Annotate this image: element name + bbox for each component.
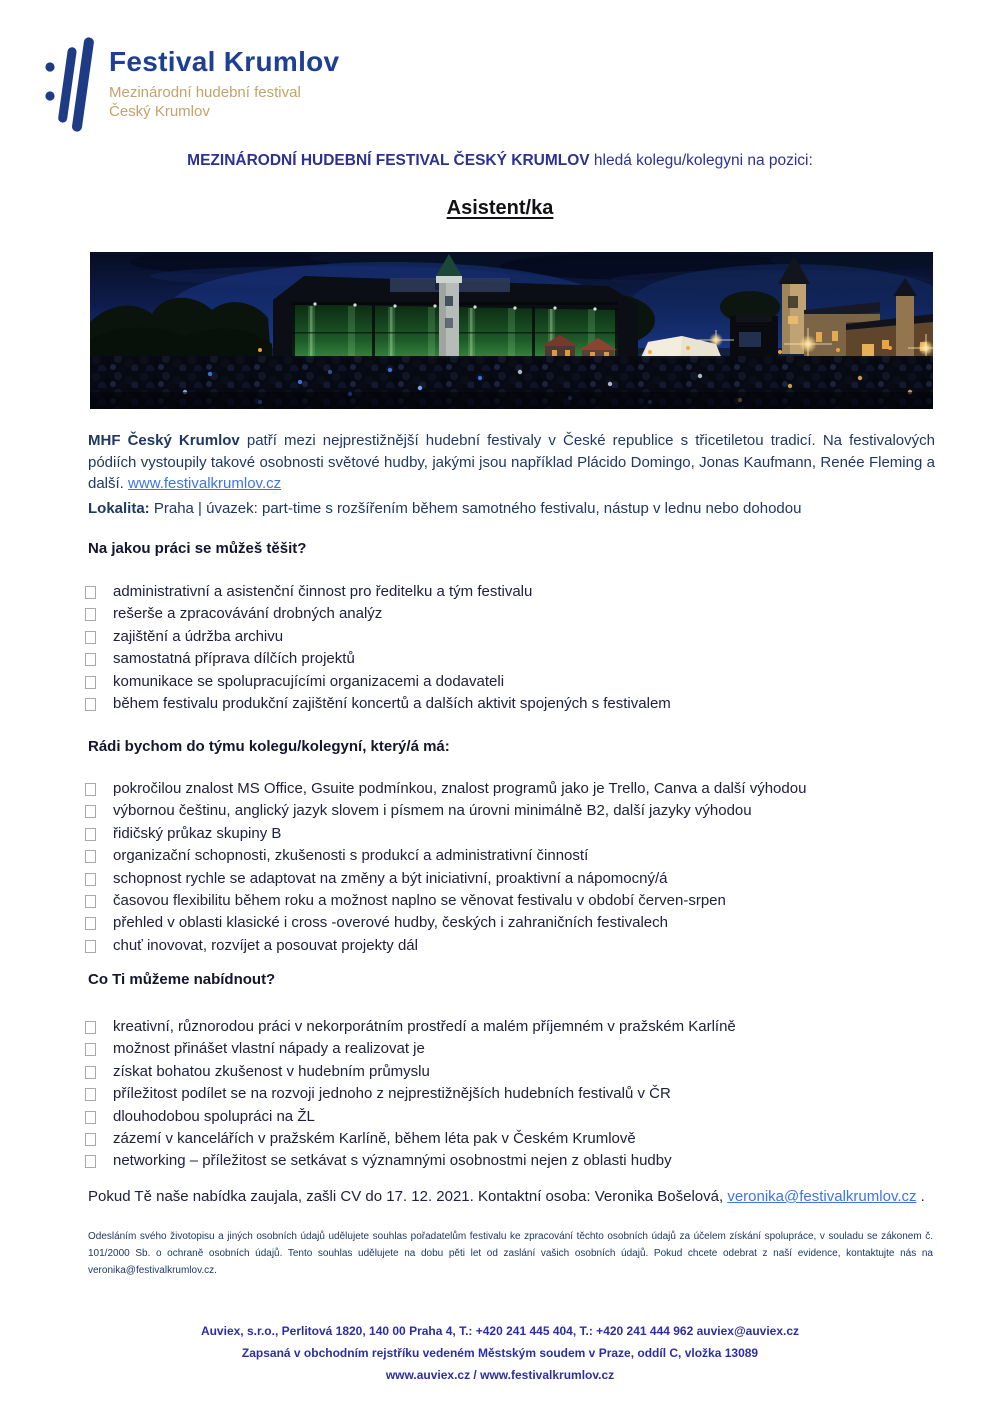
checkbox-bullet-icon [85, 631, 96, 644]
bullet-text: dlouhodobou spolupráci na ŽL [113, 1107, 315, 1125]
intro-text: patří mezi nejprestižnější hudební festivaly v České republice s třicetiletou tradicí. Na festivalových pódiích vystoupily takové osobnosti světové hudby, jakými jsou například Plácido Domingo, Jonas Kaufmann, Renée Fleming a další. [88, 432, 935, 492]
bullet-text: zázemí v kancelářích v pražském Karlíně, během léta pak v Českém Krumlově [113, 1130, 636, 1148]
bullet-text: příležitost podílet se na rozvoji jednoho z nejprestižnějších hudebních festivalů v ČR [113, 1085, 671, 1103]
festival-concert-photo [90, 252, 933, 409]
bullet-text: schopnost rychle se adaptovat na změny a být iniciativní, proaktivní a nápomocný/á [113, 869, 668, 887]
checkbox-bullet-icon [85, 1021, 96, 1034]
list-item [85, 890, 935, 912]
checkbox-bullet-icon [85, 698, 96, 711]
section-heading-offer: Co Ti můžeme nabídnout? [88, 971, 276, 988]
checkbox-bullet-icon [85, 917, 96, 930]
bullet-text: výbornou češtinu, anglický jazyk slovem i písmem na úrovni minimálně B2, další jazyky výhodou [113, 802, 752, 820]
list-item [85, 868, 935, 890]
list-item [85, 1128, 935, 1150]
bullet-text: chuť inovovat, rozvíjet a posouvat projekty dál [113, 936, 418, 954]
logo-text [109, 34, 339, 121]
list-item [85, 648, 935, 670]
list-item [85, 671, 935, 693]
checkbox-bullet-icon [85, 1066, 96, 1079]
contact-text: Pokud Tě naše nabídka zaujala, zašli CV do 17. 12. 2021. Kontaktní osoba: Veronika Bošelová, [88, 1188, 728, 1205]
bullet-text: časovou flexibilitu během roku a možnost naplno se věnovat festivalu v období červen-srpen [113, 892, 726, 910]
list-item [85, 1106, 935, 1128]
list-item [85, 626, 935, 648]
bullet-text: administrativní a asistenční činnost pro ředitelku a tým festivalu [113, 583, 533, 600]
checkbox-bullet-icon [85, 1043, 96, 1056]
contact-line [88, 1186, 935, 1208]
tasks-list [85, 581, 935, 715]
checkbox-bullet-icon [85, 608, 96, 621]
checkbox-bullet-icon [85, 895, 96, 908]
position-title: Asistent/ka [446, 197, 554, 219]
bullet-text: organizační schopnosti, zkušenosti s produkcí a administrativní činností [113, 847, 589, 865]
footer [0, 1320, 1000, 1386]
list-item [85, 778, 935, 800]
checkbox-bullet-icon [85, 850, 96, 863]
footer-company-line: Auviex, s.r.o., Perlitová 1820, 140 00 Praha 4, T.: +420 241 445 404, T.: +420 241 444 962 auviex@auviex.cz [200, 1324, 800, 1338]
checkbox-bullet-icon [85, 586, 96, 599]
checkbox-bullet-icon [85, 1133, 96, 1146]
list-item [85, 1083, 935, 1105]
bullet-text: možnost přinášet vlastní nápady a realizovat je [113, 1040, 425, 1058]
location-text: Praha | úvazek: part-time s rozšířením během samotného festivalu, nástup v lednu nebo dohodou [149, 500, 802, 517]
section-heading-tasks: Na jakou práci se můžeš těšit? [88, 540, 307, 557]
bullet-text: získat bohatou zkušenost v hudebním průmyslu [113, 1062, 430, 1080]
header-line [0, 152, 1000, 170]
intro-bold: MHF Český Krumlov [88, 432, 240, 449]
bullet-text: komunikace se spolupracujícími organizacemi a dodavateli [113, 672, 505, 690]
checkbox-bullet-icon [85, 676, 96, 689]
bullet-text: pokročilou znalost MS Office, Gsuite podmínkou, znalost programů jako je Trello, Canva a další výhodou [113, 780, 807, 797]
checkbox-bullet-icon [85, 1155, 96, 1168]
requirements-list [85, 778, 935, 957]
section-heading-requirements: Rádi bychom do týmu kolegu/kolegyní, který/á má: [88, 738, 450, 755]
bullet-text: zajištění a údržba archivu [113, 627, 284, 645]
checkbox-bullet-icon [85, 805, 96, 818]
checkbox-bullet-icon [85, 1111, 96, 1124]
list-item [85, 603, 935, 625]
bullet-text: samostatná příprava dílčích projektů [113, 650, 355, 668]
checkbox-bullet-icon [85, 783, 96, 796]
list-item [85, 1016, 935, 1038]
logo-title: Festival Krumlov [109, 46, 340, 77]
list-item [85, 800, 935, 822]
list-item [85, 823, 935, 845]
list-item [85, 581, 935, 603]
list-item [85, 1038, 935, 1060]
checkbox-bullet-icon [85, 940, 96, 953]
bullet-text: řidičský průkaz skupiny B [113, 824, 282, 842]
list-item [85, 1061, 935, 1083]
bullet-text: přehled v oblasti klasické i cross -overové hudby, českých i zahraničních festivalech [113, 914, 668, 932]
list-item [85, 845, 935, 867]
contact-email-link[interactable]: veronika@festivalkrumlov.cz [727, 1188, 917, 1205]
bullet-text: během festivalu produkční zajištění koncertů a dalších aktivit spojených s festivalem [113, 695, 671, 713]
location-line [88, 498, 935, 520]
checkbox-bullet-icon [85, 873, 96, 886]
bullet-text: networking – příležitost se setkávat s významnými osobnostmi nejen z oblasti hudby [113, 1152, 672, 1170]
list-item [85, 935, 935, 957]
location-label: Lokalita: [88, 500, 150, 517]
footer-websites-line: www.auviex.cz / www.festivalkrumlov.cz [385, 1368, 615, 1382]
footer-registry-line: Zapsaná v obchodním rejstříku vedeném Městským soudem v Praze, oddíl C, vložka 13089 [241, 1346, 759, 1360]
bullet-text: kreativní, různorodou práci v nekorporátním prostředí a malém příjemném v pražském Karlíně [113, 1018, 736, 1035]
list-item [85, 912, 935, 934]
header-rest: hledá kolegu/kolegyni na pozici: [589, 152, 813, 169]
list-item [85, 1150, 935, 1172]
logo-mark-icon [44, 34, 96, 136]
bullet-text: rešerše a zpracovávání drobných analýz [113, 605, 383, 623]
gdpr-disclaimer: Odesláním svého životopisu a jiných osobních údajů udělujete souhlas pořadatelům festivalu ke zpracování těchto osobních údajů za účelem získání spolupráce, v souladu se zákonem č. 101/2000 Sb. o ochraně osobních údajů. Tento souhlas udělujete na dobu pěti let od zaslání vašich osobních údajů. Pokud chcete odebrat z naší evidence, kontaktujte nás na veronika@festivalkrumlov.cz. [88, 1231, 933, 1276]
logo-subtitle: Mezinárodní hudební festival Český Krumlov [109, 84, 301, 120]
contact-suffix: . [916, 1188, 925, 1205]
festival-website-link[interactable]: www.festivalkrumlov.cz [128, 475, 282, 492]
checkbox-bullet-icon [85, 1088, 96, 1101]
checkbox-bullet-icon [85, 828, 96, 841]
list-item [85, 693, 935, 715]
checkbox-bullet-icon [85, 653, 96, 666]
header-festival-name: MEZINÁRODNÍ HUDEBNÍ FESTIVAL ČESKÝ KRUMLOV [187, 152, 590, 169]
intro-paragraph [88, 430, 935, 495]
festival-krumlov-logo [44, 34, 339, 136]
offer-list [85, 1016, 935, 1173]
